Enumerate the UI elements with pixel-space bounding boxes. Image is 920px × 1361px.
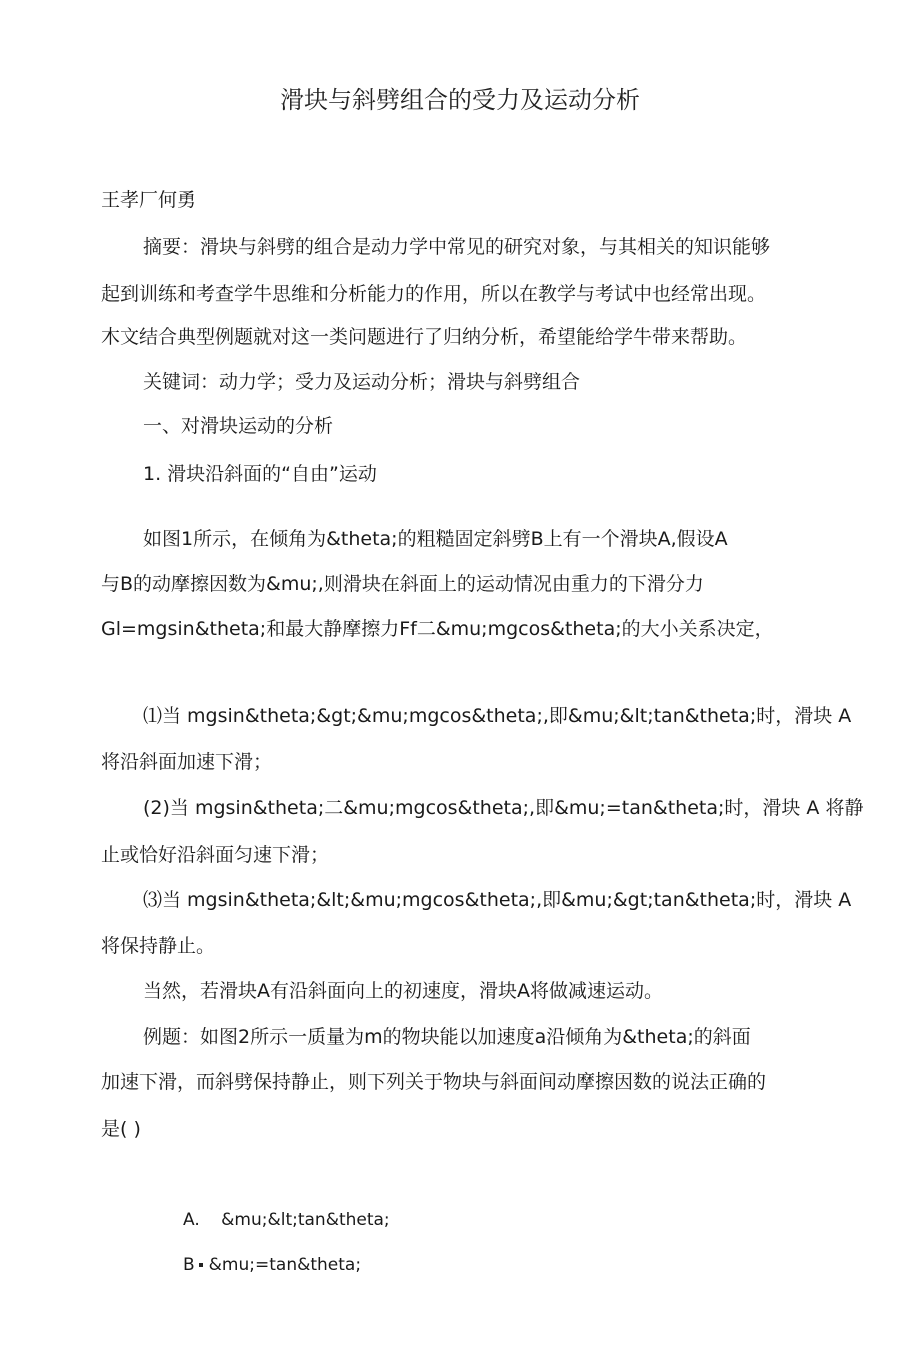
case-1-line-1: ⑴当 mgsin&theta;&gt;&mu;mgcos&theta;,即&mu;&lt;tan&theta;时，滑块 A	[143, 705, 852, 727]
example-line-2: 加速下滑，而斜劈保持静止，则下列关于物块与斜面间动摩擦因数的说法正确的	[101, 1071, 767, 1093]
abstract-line-2: 起到训练和考查学牛思维和分析能力的作用，所以在教学与考试中也经常出现。	[101, 283, 767, 305]
abstract-line-1: 摘要：滑块与斜劈的组合是动力学中常见的研究对象，与其相关的知识能够	[143, 236, 771, 258]
paragraph-line-2: 与B的动摩擦因数为&mu;,则滑块在斜面上的运动情况由重力的下滑分力	[101, 573, 704, 595]
section-heading: 一、对滑块运动的分析	[143, 415, 334, 437]
example-line-1: 例题：如图2所示一质量为m的物块能以加速度a沿倾角为&theta;的斜面	[143, 1026, 751, 1048]
subsection-heading: 1. 滑块沿斜面的“自由”运动	[143, 463, 377, 485]
option-b-text: &mu;=tan&theta;	[208, 1255, 362, 1275]
case-2-line-2: 止或恰好沿斜面匀速下滑；	[101, 844, 330, 866]
author-line: 王孝厂何勇	[101, 189, 197, 211]
example-line-3: 是( )	[101, 1118, 141, 1140]
abstract-line-3: 木文结合典型例题就对这一类问题进行了归纳分析，希望能给学牛带来帮助。	[101, 326, 748, 348]
option-a-text: &mu;&lt;tan&theta;	[221, 1210, 390, 1230]
paragraph-line-1: 如图1所示，在倾角为&theta;的粗糙固定斜劈B上有一个滑块A,假设A	[143, 528, 728, 550]
case-1-line-2: 将沿斜面加速下滑；	[101, 751, 273, 773]
option-b-label: B	[183, 1255, 195, 1275]
option-a-label: A.	[183, 1210, 200, 1230]
document-title: 滑块与斜劈组合的受力及运动分析	[280, 86, 640, 114]
case-3-line-1: ⑶当 mgsin&theta;&lt;&mu;mgcos&theta;,即&mu;&gt;tan&theta;时，滑块 A	[143, 889, 852, 911]
bullet-square-icon	[199, 1263, 203, 1267]
case-2-line-1: (2)当 mgsin&theta;二&mu;mgcos&theta;,即&mu;=tan&theta;时，滑块 A 将静	[143, 797, 864, 819]
option-b	[183, 1253, 361, 1277]
keywords-line: 关键词：动力学；受力及运动分析；滑块与斜劈组合	[143, 371, 581, 393]
note-line: 当然，若滑块A有沿斜面向上的初速度，滑块A将做减速运动。	[143, 980, 663, 1002]
case-3-line-2: 将保持静止。	[101, 935, 216, 957]
option-a	[183, 1208, 390, 1232]
paragraph-line-3: Gl=mgsin&theta;和最大静摩擦力Ff二&mu;mgcos&theta;的大小关系决定，	[101, 618, 774, 640]
